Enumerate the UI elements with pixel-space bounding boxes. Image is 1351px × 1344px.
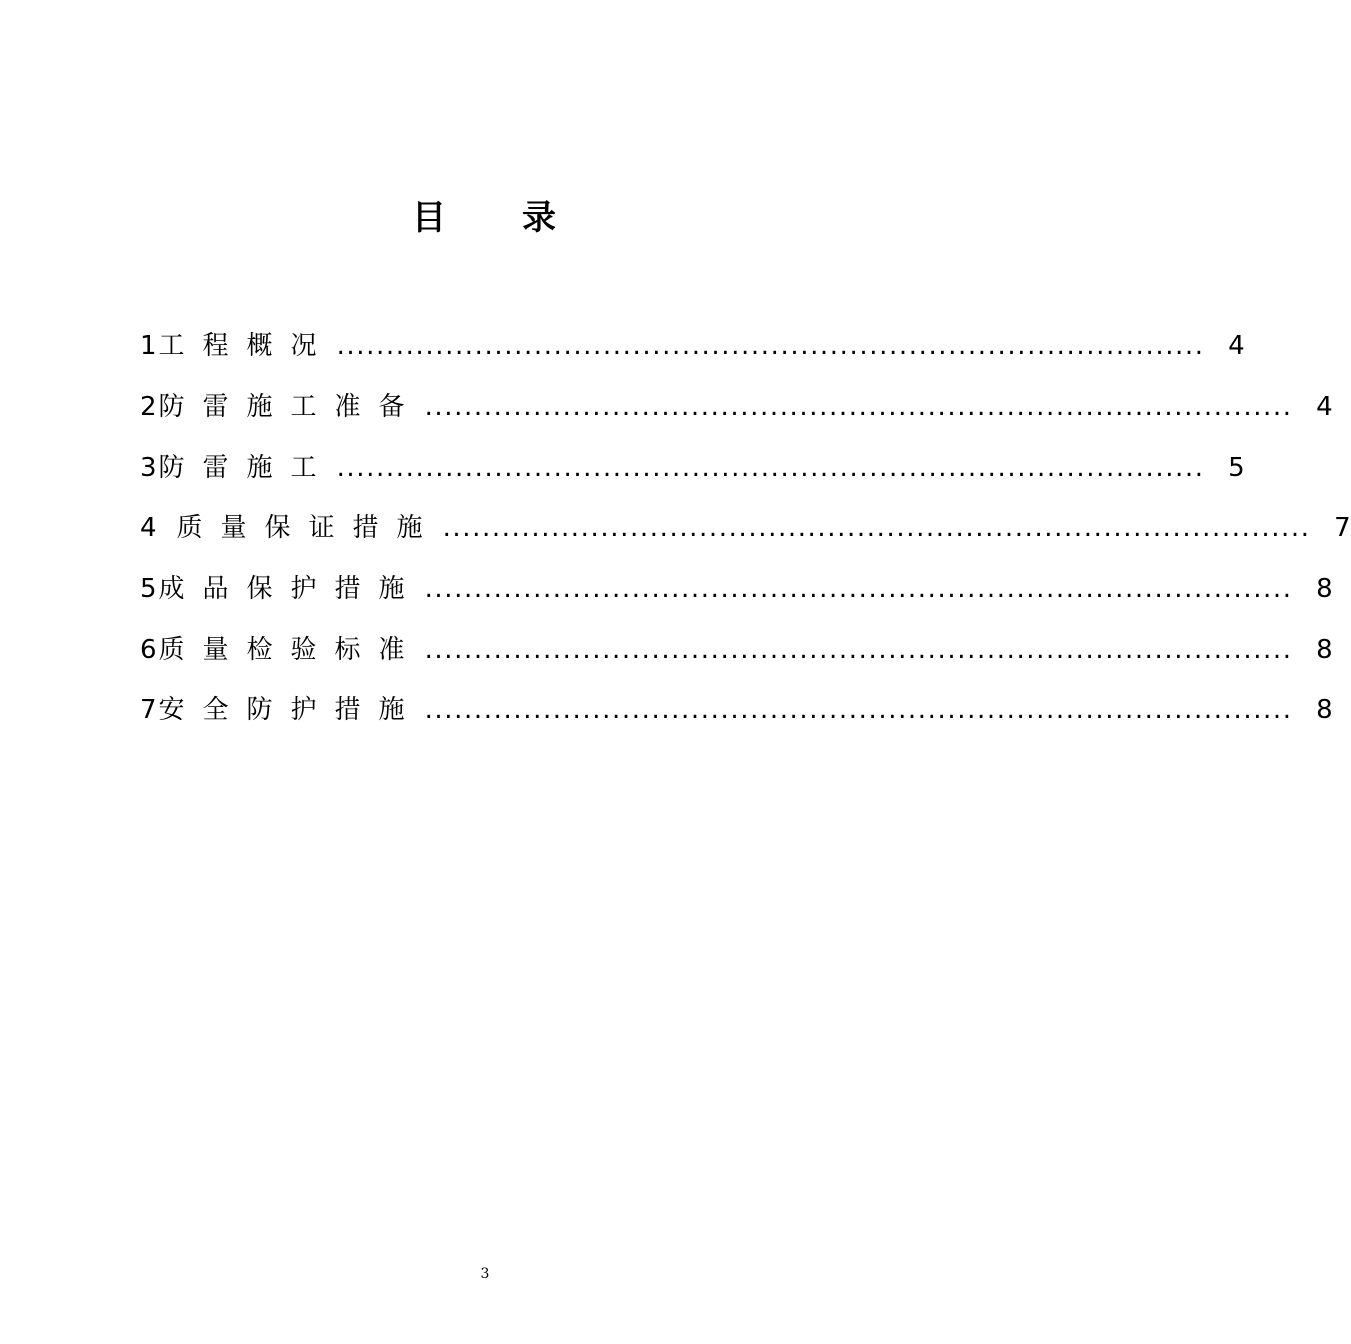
toc-dot-leader: ........................................................................................	[424, 392, 1293, 423]
toc-entry-number: 1	[140, 331, 157, 362]
page-number: 3	[480, 1266, 490, 1282]
toc-entry-label: 成品保护措施	[158, 574, 423, 605]
title-char-1: 目	[412, 198, 446, 238]
toc-dot-leader: ........................................................................................	[442, 513, 1311, 544]
toc-entry-number: 7	[140, 695, 157, 726]
toc-entry-label: 工程概况	[158, 331, 335, 362]
toc-entry[interactable]	[140, 498, 1351, 559]
toc-entry[interactable]	[140, 377, 1333, 438]
toc-entry-label: 防雷施工准备	[158, 392, 423, 423]
toc-entry-label: 质量检验标准	[158, 634, 423, 665]
toc-entry[interactable]	[140, 619, 1333, 680]
toc-entry[interactable]	[140, 559, 1333, 620]
toc-dot-leader: ........................................................................................	[424, 634, 1293, 665]
toc-entry-label: 安全防护措施	[158, 695, 423, 726]
toc-entry[interactable]	[140, 437, 1245, 498]
toc-entry-label: 防雷施工	[158, 452, 335, 483]
toc-entry-page: 5	[1228, 452, 1245, 483]
toc-dot-leader: ........................................................................................	[424, 695, 1293, 726]
title-char-2: 录	[522, 198, 556, 238]
toc-entry-page: 8	[1316, 634, 1333, 665]
toc-dot-leader: ........................................................................................	[336, 452, 1205, 483]
toc-entry-number: 3	[140, 452, 157, 483]
toc-entry-page: 7	[1334, 513, 1351, 544]
toc-entry-number: 2	[140, 392, 157, 423]
toc-entry-number: 4	[140, 513, 157, 544]
toc-entry-number: 6	[140, 634, 157, 665]
toc-entry-page: 4	[1316, 392, 1333, 423]
toc-entry-number: 5	[140, 574, 157, 605]
toc-entry-page: 8	[1316, 574, 1333, 605]
toc-entry-page: 4	[1228, 331, 1245, 362]
toc-dot-leader: ........................................................................................	[336, 331, 1205, 362]
page-title	[0, 196, 968, 240]
toc-dot-leader: ........................................................................................	[424, 574, 1293, 605]
toc-entry-page: 8	[1316, 695, 1333, 726]
table-of-contents	[140, 316, 1351, 741]
toc-entry[interactable]	[140, 316, 1245, 377]
toc-entry-label: 质量保证措施	[176, 513, 441, 544]
toc-entry[interactable]	[140, 680, 1333, 741]
